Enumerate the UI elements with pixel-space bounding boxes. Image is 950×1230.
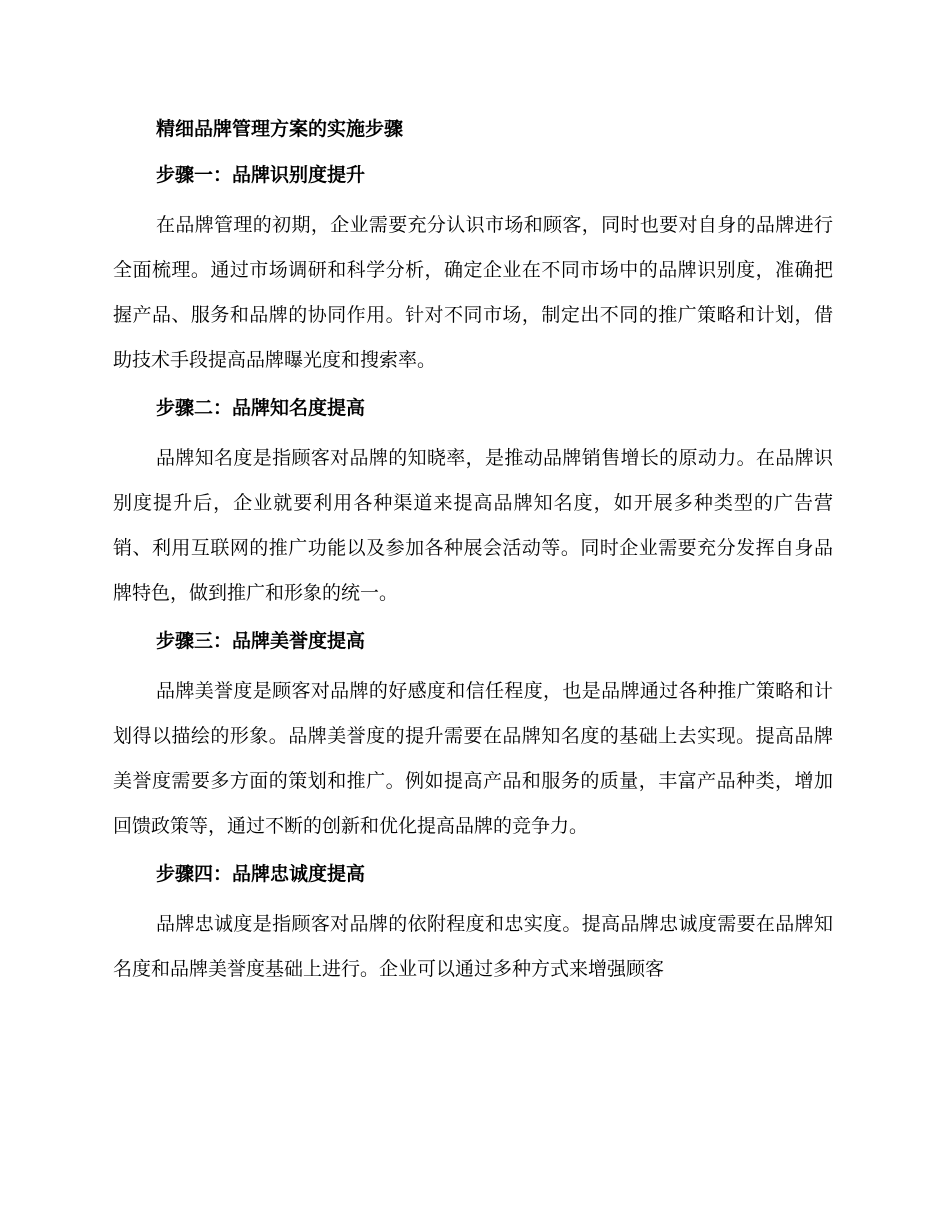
document-title: 精细品牌管理方案的实施步骤 xyxy=(156,118,404,140)
section-body-3: 品牌美誉度是顾客对品牌的好感度和信任程度，也是品牌通过各种推广策略和计划得以描绘的形象。品牌美誉度的提升需要在品牌知名度的基础上去实现。提高品牌美誉度需要多方面的策划和推广。例如提高产品和服务的质量，丰富产品种类，增加回馈政策等，通过不断的创新和优化提高品牌的竞争力。 xyxy=(113,680,833,837)
section-heading-3: 步骤三：品牌美誉度提高 xyxy=(156,630,366,652)
section-body-2: 品牌知名度是指顾客对品牌的知晓率，是推动品牌销售增长的原动力。在品牌识别度提升后，企业就要利用各种渠道来提高品牌知名度，如开展多种类型的广告营销、利用互联网的推广功能以及参加各种展会活动等。同时企业需要充分发挥自身品牌特色，做到推广和形象的统一。 xyxy=(113,447,833,604)
section-heading-4: 步骤四：品牌忠诚度提高 xyxy=(156,863,366,885)
section-heading-1: 步骤一：品牌识别度提升 xyxy=(156,164,366,186)
section-heading-2: 步骤二：品牌知名度提高 xyxy=(156,397,366,419)
document-page xyxy=(113,112,833,992)
section-body-1: 在品牌管理的初期，企业需要充分认识市场和顾客，同时也要对自身的品牌进行全面梳理。通过市场调研和科学分析，确定企业在不同市场中的品牌识别度，准确把握产品、服务和品牌的协同作用。针对不同市场，制定出不同的推广策略和计划，借助技术手段提高品牌曝光度和搜索率。 xyxy=(113,214,833,371)
section-body-4: 品牌忠诚度是指顾客对品牌的依附程度和忠实度。提高品牌忠诚度需要在品牌知名度和品牌美誉度基础上进行。企业可以通过多种方式来增强顾客 xyxy=(113,913,833,980)
